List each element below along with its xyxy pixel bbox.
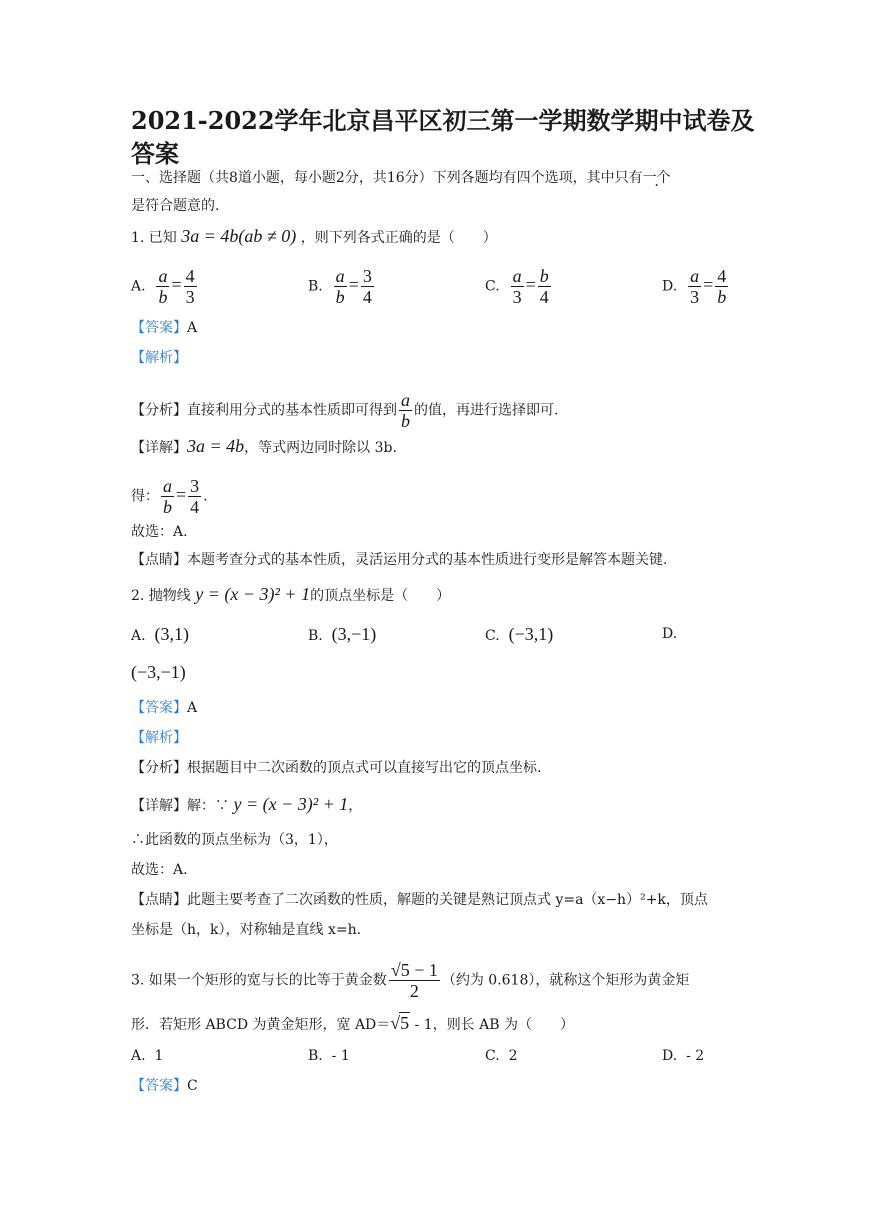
q2-answer	[131, 698, 197, 718]
frac-den: 4	[362, 287, 372, 307]
answer-tag: 【答案】	[131, 700, 187, 716]
option-label: A.	[131, 278, 146, 295]
option-label: C.	[485, 628, 500, 644]
option-label: C.	[485, 278, 500, 295]
option-value: 1	[154, 1048, 164, 1064]
q1-option-b: B. $\frac{a}{b}$ = $\frac{3}{4}$	[308, 266, 372, 307]
frac-num: 3	[362, 266, 372, 286]
q1-analysis-tag	[131, 348, 187, 368]
xiangjie-end: ，	[348, 798, 363, 814]
q3-option-b	[308, 1046, 350, 1066]
question-3-line2: 形．若矩形 ABCD 为黄金矩形，宽 AD＝√5 - 1，则长 AB 为（ ）	[131, 1013, 575, 1033]
frac-num: b	[539, 266, 549, 286]
question-3-stem	[131, 960, 689, 1001]
frac-num: 4	[185, 266, 195, 286]
question-number: 1. 已知	[131, 230, 177, 246]
result-label: 得：	[131, 488, 159, 505]
option-label: D.	[662, 1048, 678, 1064]
option-label: D.	[662, 626, 678, 642]
q3-answer	[131, 1076, 198, 1096]
frac-den: 4	[539, 287, 549, 307]
fenxi-text: 直接利用分式的基本性质即可得到	[187, 402, 397, 419]
option-label: B.	[308, 628, 323, 644]
frac-num: a	[335, 266, 345, 286]
question-text: （约为 0.618），就称这个矩形为黄金矩	[441, 972, 690, 989]
option-label: D.	[662, 278, 678, 295]
xiangjie-text: 解：∵	[187, 798, 234, 814]
condition-formula: 3a = 4b(ab ≠ 0)	[181, 226, 297, 246]
emphasis-text: 一个	[642, 170, 671, 186]
frac-den: b	[335, 287, 345, 307]
dianjing-tag: 【点睛】	[131, 892, 187, 908]
analysis-tag: 【解析】	[131, 730, 187, 746]
q2-therefore: ∴此函数的顶点坐标为（3，1），	[131, 832, 338, 848]
frac-den: b	[717, 287, 727, 307]
xiangjie-tag: 【详解】	[131, 798, 187, 814]
fenxi-text-end: 的值，再进行选择即可.	[414, 402, 559, 419]
question-1-stem	[131, 226, 497, 248]
answer-tag: 【答案】	[131, 320, 187, 336]
option-label: B.	[308, 1048, 323, 1064]
option-label: B.	[308, 278, 323, 295]
fenxi-text: 根据题目中二次函数的顶点式可以直接写出它的顶点坐标.	[187, 760, 542, 776]
frac-num: 4	[717, 266, 727, 286]
fenxi-tag: 【分析】	[131, 402, 187, 419]
q2-xiangjie	[131, 794, 362, 816]
q2-dianjing	[131, 890, 708, 910]
q3-option-a	[131, 1046, 163, 1066]
answer-value: A	[187, 320, 198, 336]
page-title: 2021-2022学年北京昌平区初三第一学期数学期中试卷及答案	[131, 106, 755, 168]
xiangjie-text: ，等式两边同时除以 3b.	[244, 440, 397, 456]
dianjing-text: 本题考查分式的基本性质，灵活运用分式的基本性质进行变形是解答本题关键.	[187, 552, 668, 568]
q2-dianjing-line2: 坐标是（h，k），对称轴是直线 x=h.	[131, 922, 362, 938]
question-text: 的顶点坐标是（ ）	[310, 588, 451, 604]
q2-guxuan: 故选：A.	[131, 862, 188, 878]
fenxi-tag: 【分析】	[131, 760, 187, 776]
q1-xiangjie	[131, 436, 397, 458]
q1-option-d: D. $\frac{a}{3}$ = $\frac{4}{b}$	[662, 266, 727, 307]
section-heading-text: 一、选择题（共8道小题，每小题2分，共16分）下列各题均有四个选项，其中只有	[131, 170, 643, 186]
xiangjie-tag: 【详解】	[131, 440, 187, 456]
frac-den: 3	[690, 287, 700, 307]
section-heading-line2: 是符合题意的.	[131, 198, 220, 214]
question-2-stem	[131, 584, 450, 606]
option-value: (3,−1)	[331, 624, 377, 644]
q1-option-a: A. $\frac{a}{b}$ = $\frac{4}{3}$	[131, 266, 195, 307]
frac-den: 3	[512, 287, 522, 307]
question-text-end: - 1，则长 AB 为（ ）	[410, 1017, 575, 1033]
answer-tag: 【答案】	[131, 1078, 187, 1094]
option-value: (−3,1)	[508, 624, 554, 644]
option-label: A.	[131, 628, 146, 644]
frac-num: a	[158, 266, 168, 286]
analysis-tag: 【解析】	[131, 350, 187, 366]
option-value: - 2	[686, 1048, 705, 1064]
xiangjie-formula: 3a = 4b	[187, 436, 245, 456]
q2-analysis-tag	[131, 728, 187, 748]
answer-value: A	[187, 700, 198, 716]
option-label: C.	[485, 1048, 500, 1064]
option-label: A.	[131, 1048, 146, 1064]
q2-fenxi	[131, 758, 541, 778]
result-end: .	[203, 488, 208, 505]
question-number: 3. 如果一个矩形的宽与长的比等于黄金数	[131, 972, 387, 989]
question-text: 形．若矩形 ABCD 为黄金矩形，宽 AD＝	[131, 1017, 391, 1033]
q3-option-c	[485, 1046, 518, 1066]
golden-ratio-num: √5 − 1	[390, 960, 438, 980]
parabola-formula: y = (x − 3)² + 1	[195, 584, 311, 604]
golden-ratio-den: 2	[409, 981, 419, 1001]
frac-num: a	[690, 266, 700, 286]
frac-num: a	[512, 266, 522, 286]
question-text: ，则下列各式正确的是（ ）	[300, 230, 497, 246]
option-value: 2	[508, 1048, 518, 1064]
answer-value: C	[187, 1078, 198, 1094]
q3-option-d	[662, 1046, 704, 1066]
q1-dianjing	[131, 550, 667, 570]
option-value: (−3,−1)	[131, 662, 186, 682]
q1-result: 得： $\frac{a}{b}$ = $\frac{3}{4}$ .	[131, 476, 208, 517]
q1-answer	[131, 318, 197, 338]
frac-den: b	[158, 287, 168, 307]
dianjing-text: 此题主要考查了二次函数的性质，解题的关键是熟记顶点式 y=a（x−h）²+k，顶点	[187, 892, 708, 908]
question-number: 2. 抛物线	[131, 588, 191, 604]
q2-option-b	[308, 624, 376, 646]
q2-option-c	[485, 624, 553, 646]
dianjing-tag: 【点睛】	[131, 552, 187, 568]
option-value: - 1	[331, 1048, 350, 1064]
q1-guxuan: 故选：A.	[131, 524, 188, 540]
xiangjie-formula: y = (x − 3)² + 1	[233, 794, 349, 814]
q2-option-d-value	[131, 662, 186, 684]
q1-fenxi: 【分析】直接利用分式的基本性质即可得到 $\frac{a}{b}$ 的值，再进行选择即可.	[131, 390, 559, 431]
q1-option-c: C. $\frac{a}{3}$ = $\frac{b}{4}$	[485, 266, 549, 307]
q2-option-d-label	[662, 624, 677, 644]
frac-den: 3	[185, 287, 195, 307]
sqrt-radicand: 5	[400, 1013, 410, 1033]
option-value: (3,1)	[154, 624, 189, 644]
q2-option-a	[131, 624, 189, 646]
section-heading	[131, 168, 671, 188]
